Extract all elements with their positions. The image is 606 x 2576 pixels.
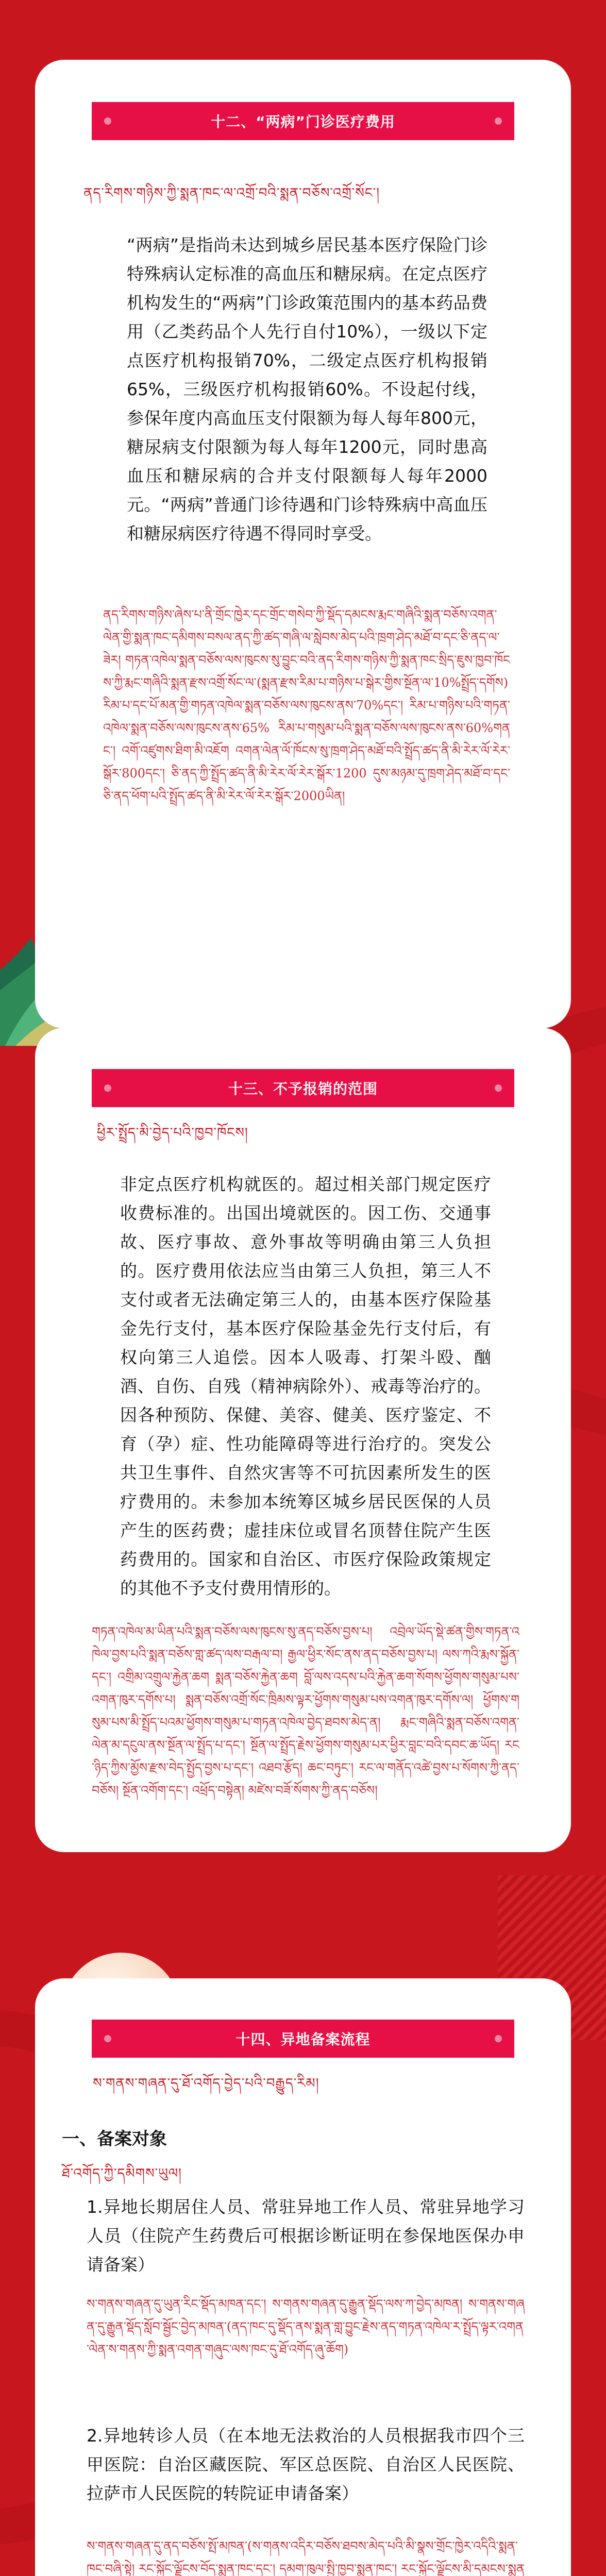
section-12-tibetan-body: ནད་རིགས་གཉིས་ཞེས་པ་ནི་གྲོང་ཁྱེར་དང་གྲོང་གསེབ་ཀྱི་སྡོད་དམངས་རྨང་གཞིའི་སྨན་བཅོས་འགན་ལེན་གྱི་སྨན་ཁང་དམིགས་བསལ་ནད་ཀྱི་ཚད་གཞི་ལ་སླེབས་མེད་པའི་ཁྲག་ཤེད་མཐོ་བ་དང་ཅི་ནད་ལ་ཟེར། གཏན་འཁེལ་སྨན་བཅོས་ལས་ཁུངས་སུ་བྱུང་བའི་ནད་རིགས་གཉིས་ཀྱི་སྨན་ཁང་སྲིད་ཇུས་ཁྱབ་ཁོངས་ཀྱི་རྨང་གཞིའི་སྨན་རྫས་འགྲོ་སོང་ལ་(སྨན་རྫས་རིམ་པ་གཉིས་པ་སྒེར་གྱིས་སྔོན་ལ་10%སྤྲོད་དགོས)རིམ་པ་དང་པོ་མན་གྱི་གཏན་འཁེལ་སྨན་བཅོས་ལས་ཁུངས་ནས་70%དང་། རིམ་པ་གཉིས་པའི་གཏན་འཁེལ་སྨན་བཅོས་ལས་ཁུངས་ནས་65% རིམ་པ་གསུམ་པའི་སྨན་བཅོས་ལས་ཁུངས་ནས་60%གནང་། འགོ་འཛུགས་ཐིག་མི་འཇོག འགན་ལེན་ལོ་ཁོངས་སུ་ཁྲག་ཤེད་མཐོ་བའི་སྤྲོད་ཚད་ནི་མི་རེར་ལོ་རེར་སྒོར་800དང་། ཅི་ནད་ཀྱི་སྤྲོད་ཚད་ནི་མི་རེར་ལོ་རེར་སྒོར་1200 དུས་མཉམ་དུ་ཁྲག་ཤེད་མཐོ་བ་དང་ཅི་ནད་ཕོག་པའི་སྤྲོད་ཚད་ནི་མི་རེར་ལོ་རེར་སྒོར་2000ཡིན།	[103, 607, 510, 803]
section-14-card	[35, 1978, 571, 2576]
section-12-title: 十二、“两病”门诊医疗费用	[92, 102, 514, 140]
section-14-tibetan-subtitle: ས་གནས་གཞན་དུ་ཐོ་འགོད་བྱེད་པའི་བརྒྱུད་རིམ།	[93, 2076, 319, 2091]
section-14-title: 十四、异地备案流程	[92, 2020, 514, 2058]
section-13-tibetan-body: གཏན་འཁེལ་མ་ཡིན་པའི་སྨན་བཅོས་ལས་ཁུངས་སུ་ནད་བཅོས་བྱས་པ། འབྲེལ་ཡོད་སྡེ་ཚན་གྱིས་གཏན་འཁེལ་བྱས་པའི་སྨན་བཅོས་གླ་ཚད་ལས་བརྒལ་བ། རྒྱལ་ཕྱིར་སོང་ནས་ནད་བཅོས་བྱས་པ། ལས་ཀའི་རྨས་སྐྱོན་དང་། འགྲིམ་འགྲུལ་རྐྱེན་ཆག སྨན་བཅོས་རྐྱེན་ཆག བློ་ལས་འདས་པའི་རྐྱེན་ཆག་སོགས་ཕྱོགས་གསུམ་པས་འགན་ཁུར་དགོས་པ། སྨན་བཅོས་འགྲོ་སོང་ཁྲིམས་ལྟར་ཕྱོགས་གསུམ་པས་འགན་ཁུར་དགོས་ལ། ཕྱོགས་གསུམ་པས་མི་སྤྲོད་པའམ་ཕྱོགས་གསུམ་པ་གཏན་འཁེལ་བྱེད་ཐབས་མེད་ན། རྨང་གཞིའི་སྨན་བཅོས་འགན་ལེན་མ་དངུལ་ནས་སྔོན་ལ་སྤྲོད་པ་དང་། སྔོན་ལ་སྤྲོད་རྗེས་ཕྱོགས་གསུམ་པར་ཕྱིར་བླང་བའི་དབང་ཆ་ཡོད། རང་ཉིད་ཀྱིས་མྱོས་རྫས་བེད་སྤྱོད་བྱས་པ་དང་། འཐབ་རྩོད། ཆང་བཏུང་། རང་ལ་གནོད་འཚེ་བྱས་པ་སོགས་ཀྱི་ནད་བཅོས། སྔོན་འགོག་དང་། འཕྲོད་བསྟེན། མཛེས་བཟོ་སོགས་ཀྱི་ནད་བཅོས།	[92, 1624, 519, 1798]
section-13-title: 十三、不予报销的范围	[92, 1069, 514, 1107]
section-12-card	[35, 60, 571, 1028]
section-13-tibetan-subtitle: ཕྱིར་སྤྲོད་མི་བྱེད་པའི་ཁྱབ་ཁོངས།	[97, 1125, 248, 1141]
section-14-item-2: 2.异地转诊人员（在本地无法救治的人员根据我市四个三甲医院：自治区藏医院、军区总医院、自治区人民医院、拉萨市人民医院的转院证申请备案）	[87, 2426, 525, 2503]
section-14-item-1: 1.异地长期居住人员、常驻异地工作人员、常驻异地学习人员（住院产生药费后可根据诊断证明在参保地医保办申请备案）	[87, 2197, 525, 2275]
section-14-tibetan-heading: ཐོ་འགོད་ཀྱི་དམིགས་ཡུལ།	[62, 2166, 182, 2181]
section-13-card	[35, 1028, 571, 1852]
section-12-body: “两病”是指尚未达到城乡居民基本医疗保险门诊特殊病认定标准的高血压和糖尿病。在定点医疗机构发生的“两病”门诊政策范围内的基本药品费用（乙类药品个人先行自付10%），一级以下定点医疗机构报销70%，二级定点医疗机构报销65%，三级医疗机构报销60%。不设起付线，参保年度内高血压支付限额为每人每年800元，糖尿病支付限额为每人每年1200元，同时患高血压和糖尿病的合并支付限额每人每年2000元。“两病”普通门诊待遇和门诊特殊病中高血压和糖尿病医疗待遇不得同时享受。	[127, 235, 487, 544]
section-14-item-1-tibetan: ས་གནས་གཞན་དུ་ཡུན་རིང་སྡོད་མཁན་དང་། ས་གནས་གཞན་དུ་རྒྱུན་སྡོད་ལས་ཀ་བྱེད་མཁན། ས་གནས་གཞན་དུ་རྒྱུན་སྡོད་སློབ་སྦྱོང་བྱེད་མཁན་(ནད་ཁང་དུ་སྡོད་ནས་སྨན་གླ་བྱུང་རྗེས་ནད་གཏན་འཁེལ་ར་སྤྲོད་ལྟར་འགན་ལེན་ས་གནས་ཀྱི་སྨན་འགན་གཞུང་ལས་ཁང་དུ་ཐོ་འགོད་ཞུ་ཆོག)	[87, 2297, 525, 2357]
section-12-tibetan-subtitle: ནད་རིགས་གཉིས་ཀྱི་སྨན་ཁང་ལ་འགྲོ་བའི་སྨན་བཅོས་འགྲོ་སོང་།	[83, 185, 380, 201]
section-13-body: 非定点医疗机构就医的。超过相关部门规定医疗收费标准的。出国出境就医的。因工伤、交通事故、医疗事故、意外事故等明确由第三人负担的。医疗费用依法应当由第三人负担，第三人不支付或者无法确定第三人的，由基本医疗保险基金先行支付，基本医疗保险基金先行支付后，有权向第三人追偿。因本人吸毒、打架斗殴、酗酒、自伤、自残（精神病除外）、戒毒等治疗的。因各种预防、保健、美容、健美、医疗鉴定、不育（孕）症、性功能障碍等进行治疗的。突发公共卫生事件、自然灾害等不可抗因素所发生的医疗费用的。未参加本统筹区城乡居民医保的人员产生的医药费；虚挂床位或冒名顶替住院产生医药费用的。国家和自治区、市医疗保险政策规定的其他不予支付费用情形的。	[120, 1174, 491, 1598]
section-14-item-2-tibetan: ས་གནས་གཞན་དུ་ནད་བཅོས་སྤོ་མཁན་(ས་གནས་འདིར་བཅོས་ཐབས་མེད་པའི་མི་སྣས་གྲོང་ཁྱེར་འདིའི་སྨན་ཁང་བཞི་སྟེ། རང་སྐྱོང་ལྗོངས་བོད་སྨན་ཁང་དང་། དམག་ཁུལ་སྤྱི་ཁྱབ་སྨན་ཁང་། རང་སྐྱོང་ལྗོངས་མི་དམངས་སྨན	[87, 2539, 525, 2576]
section-14-heading: 一、备案对象	[62, 2129, 167, 2149]
